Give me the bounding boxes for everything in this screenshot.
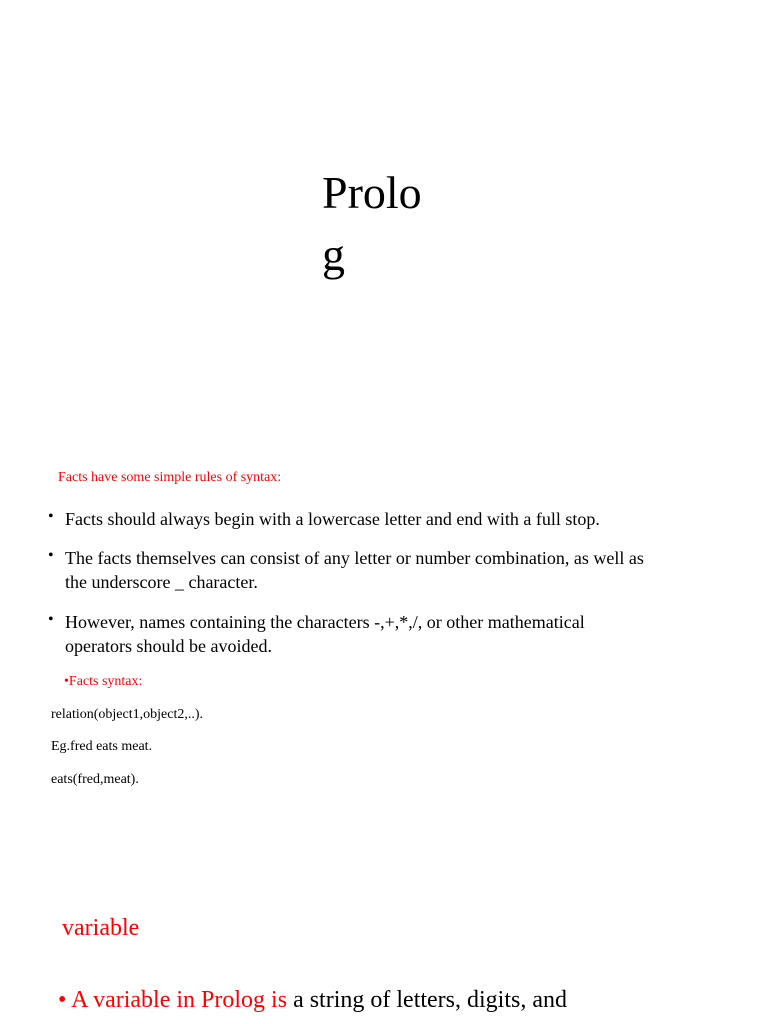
variable-heading: variable	[62, 915, 140, 941]
bullet-marker: •	[48, 508, 54, 525]
bullet-text-line-2: the underscore _ character.	[65, 572, 258, 592]
variable-bullet	[58, 987, 567, 1014]
facts-syntax-label: •Facts syntax:	[64, 674, 143, 689]
variable-definition-black: a string of letters, digits, and	[287, 987, 568, 1013]
code-line-fact: eats(fred,meat).	[51, 772, 139, 787]
bullet-marker: •	[48, 611, 54, 628]
code-line-example: Eg.fred eats meat.	[51, 739, 153, 754]
variable-definition-red: A variable in Prolog is	[66, 987, 288, 1013]
bullet-marker: •	[48, 547, 54, 564]
bullet-text-line-1: The facts themselves can consist of any letter or number combination, as well as	[65, 548, 644, 568]
bullet-text-line-1: Facts should always begin with a lowercase letter and end with a full stop.	[65, 509, 600, 529]
bullet-text-line-2: operators should be avoided.	[65, 636, 272, 656]
bullet-marker: •	[58, 987, 67, 1013]
page-title-line-1: Prolo	[322, 167, 422, 218]
bullet-text-line-1: However, names containing the characters -,+,*,/, or other mathematical	[65, 612, 585, 632]
page-title-line-2: g	[322, 229, 345, 280]
facts-intro: Facts have some simple rules of syntax:	[58, 470, 282, 485]
code-line-relation: relation(object1,object2,..).	[51, 707, 203, 722]
